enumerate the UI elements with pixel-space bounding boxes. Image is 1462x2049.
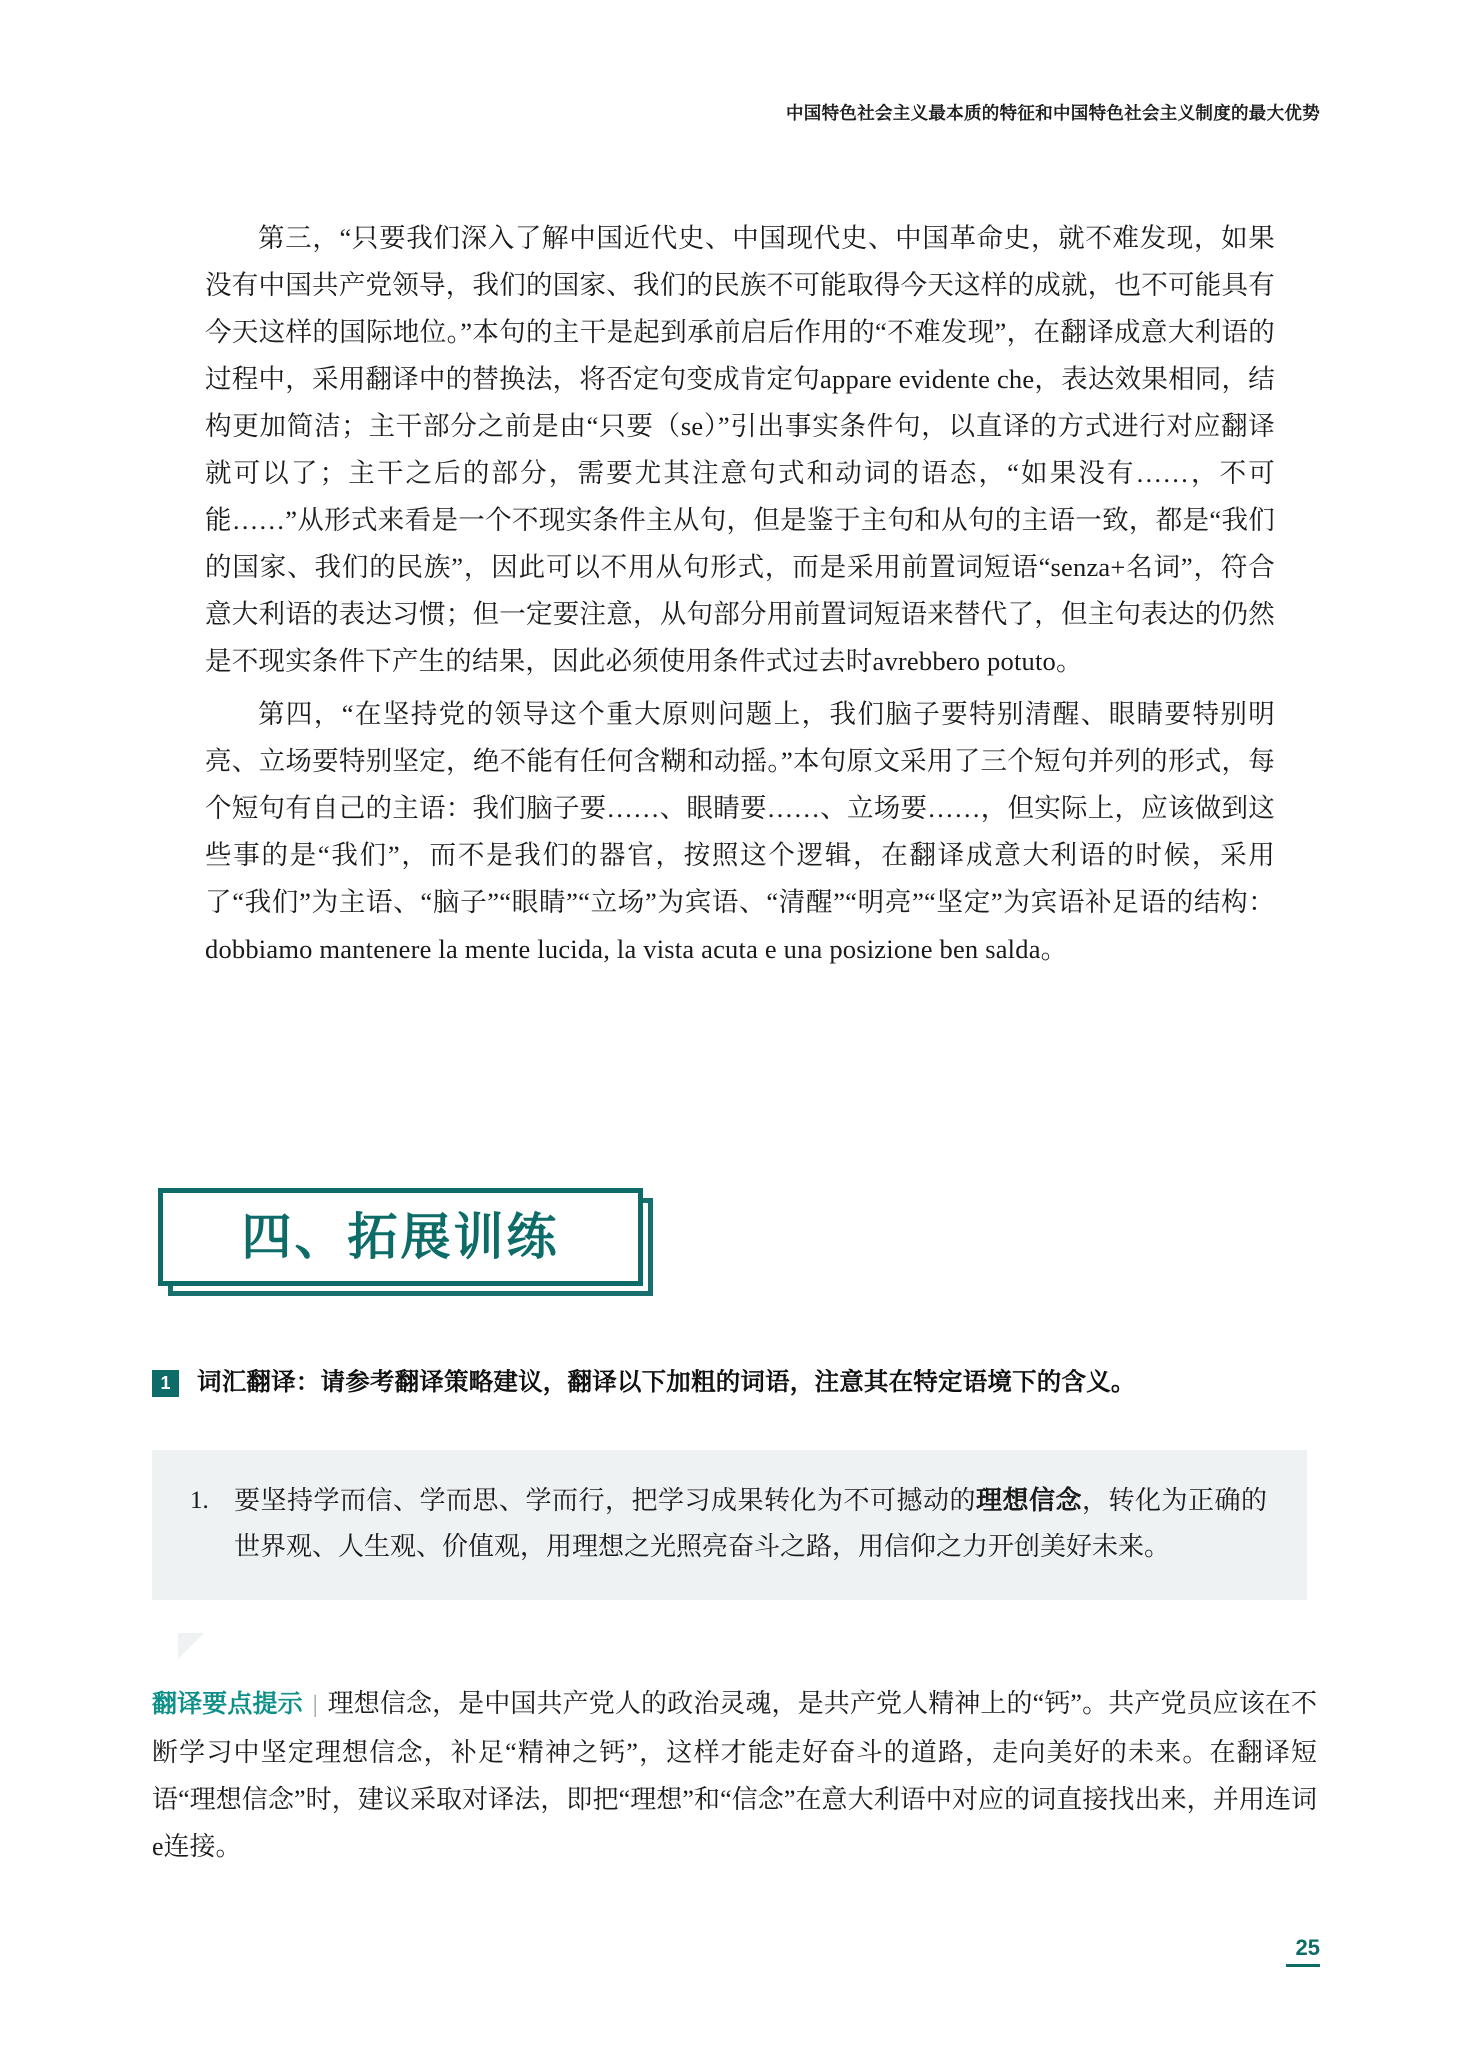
task-instruction-text: 词汇翻译：请参考翻译策略建议，翻译以下加粗的词语，注意其在特定语境下的含义。 xyxy=(197,1369,1136,1396)
exercise-text-before: 要坚持学而信、学而思、学而行，把学习成果转化为不可撼动的 xyxy=(234,1486,976,1515)
exercise-callout-box xyxy=(152,1450,1307,1600)
exercise-text-after: ，转化为正确的世界观、人生观、价值观，用理想之光照亮奋斗之路，用信仰之力开创美好未来。 xyxy=(234,1486,1267,1561)
translation-tip-paragraph xyxy=(152,1680,1317,1870)
page-folio xyxy=(1240,1935,1320,1967)
running-head: 中国特色社会主义最本质的特征和中国特色社会主义制度的最大优势 xyxy=(786,103,1320,123)
translation-tip-label: 翻译要点提示 xyxy=(152,1690,303,1718)
callout-pointer xyxy=(178,1633,204,1659)
exercise-item xyxy=(190,1478,1267,1570)
page-number: 25 xyxy=(1295,1935,1320,1960)
exercise-text-bold: 理想信念 xyxy=(975,1486,1082,1515)
section-heading-frame xyxy=(158,1188,643,1286)
section-heading-text: 四、拓展训练 xyxy=(241,1209,560,1265)
paragraph-third: 第三，“只要我们深入了解中国近代史、中国现代史、中国革命史，就不难发现，如果没有中国共产党领导，我们的国家、我们的民族不可能取得今天这样的成就，也不可能具有今天这样的国际地位。”本句的主干是起到承前启后作用的“不难发现”，在翻译成意大利语的过程中，采用翻译中的替换法，将否定句变成肯定句appare evidente che，表达效果相同，结构更加简洁；主干部分之前是由“只要（se）”引出事实条件句，以直译的方式进行对应翻译就可以了；主干之后的部分，需要尤其注意句式和动词的语态，“如果没有……，不可能……”从形式来看是一个不现实条件主从句，但是鉴于主句和从句的主语一致，都是“我们的国家、我们的民族”，因此可以不用从句形式，而是采用前置词短语“senza+名词”，符合意大利语的表达习惯；但一定要注意，从句部分用前置词短语来替代了，但主句表达的仍然是不现实条件下产生的结果，因此必须使用条件式过去时avrebbero potuto。 xyxy=(205,223,1275,676)
task-instruction-line xyxy=(152,1365,1332,1401)
folio-rule xyxy=(1286,1964,1320,1967)
translation-tip-text: 理想信念，是中国共产党人的政治灵魂，是共产党人精神上的“钙”。共产党员应该在不断学习中坚定理想信念，补足“精神之钙”，这样才能走好奋斗的道路，走向美好的未来。在翻译短语“理想信念”时，建议采取对译法，即把“理想”和“信念”在意大利语中对应的词直接找出来，并用连词e连接。 xyxy=(152,1689,1317,1861)
section-heading xyxy=(158,1188,658,1296)
exercise-item-text xyxy=(234,1478,1267,1570)
translation-tip-separator: | xyxy=(312,1692,318,1718)
paragraph-fourth: 第四，“在坚持党的领导这个重大原则问题上，我们脑子要特别清醒、眼睛要特别明亮、立场要特别坚定，绝不能有任何含糊和动摇。”本句原文采用了三个短句并列的形式，每个短句有自己的主语：我们脑子要……、眼睛要……、立场要……，但实际上，应该做到这些事的是“我们”，而不是我们的器官，按照这个逻辑，在翻译成意大利语的时候，采用了“我们”为主语、“脑子”“眼睛”“立场”为宾语、“清醒”“明亮”“坚定”为宾语补足语的结构：dobbiamo mantenere la mente lucida, la vista acuta e una posizione ben salda。 xyxy=(205,699,1275,964)
body-text-block xyxy=(205,215,1275,979)
exercise-item-number: 1. xyxy=(190,1487,209,1514)
translation-tip-block xyxy=(152,1680,1317,1870)
task-number-badge: 1 xyxy=(152,1370,179,1397)
